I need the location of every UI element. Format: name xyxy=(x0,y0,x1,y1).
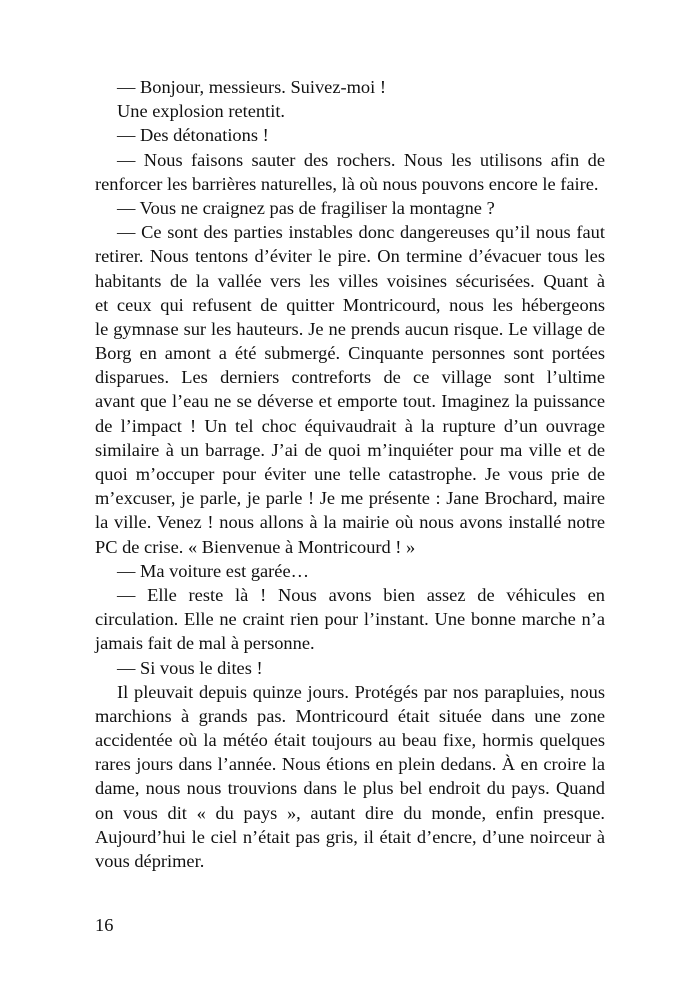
text-line: — Bonjour, messieurs. Suivez-moi ! xyxy=(117,77,386,97)
page-body-text xyxy=(95,75,605,873)
text-line: — Elle reste là ! Nous avons bien assez de véhicules en xyxy=(117,584,605,605)
text-line: Une explosion retentit. xyxy=(117,101,286,122)
text-line: vous déprimer. xyxy=(95,851,205,871)
page-number: 16 xyxy=(95,915,114,935)
text-line: m’excuser, je parle, je parle ! Je me présente : Jane Brochard, maire xyxy=(95,488,605,509)
text-line: Borg en amont a été submergé. Cinquante personnes sont portées xyxy=(95,343,605,364)
text-line: de l’impact ! Un tel choc équivaudrait à la rupture d’un ouvrage xyxy=(95,415,605,436)
text-line: retirer. Nous tentons d’éviter le pire. On termine d’évacuer tous les xyxy=(95,246,605,267)
text-line: la ville. Venez ! nous allons à la mairie où nous avons installé notre xyxy=(95,512,605,533)
text-line: — Ma voiture est garée… xyxy=(117,560,310,581)
text-line: — Si vous le dites ! xyxy=(117,657,263,678)
text-line: accidentée où la météo était toujours au beau fixe, hormis quelques xyxy=(95,730,605,751)
text-line: — Des détonations ! xyxy=(117,125,269,146)
text-line: Il pleuvait depuis quinze jours. Protégés par nos parapluies, nous xyxy=(117,681,605,702)
text-line: circulation. Elle ne craint rien pour l’instant. Une bonne marche n’a xyxy=(95,609,605,630)
text-line: disparues. Les derniers contreforts de ce village sont l’ultime xyxy=(95,367,605,388)
text-line: habitants de la vallée vers les villes voisines sécurisées. Quant à xyxy=(95,270,605,291)
text-line: similaire à un barrage. J’ai de quoi m’inquiéter pour ma ville et de xyxy=(95,439,605,460)
text-line: — Nous faisons sauter des rochers. Nous les utilisons afin de xyxy=(117,149,605,170)
text-line: Aujourd’hui le ciel n’était pas gris, il était d’encre, d’une noirceur à xyxy=(95,826,605,847)
text-line: on vous dit « du pays », autant dire du monde, enfin presque. xyxy=(95,802,605,823)
text-line: jamais fait de mal à personne. xyxy=(95,633,315,654)
text-line: le gymnase sur les hauteurs. Je ne prends aucun risque. Le village de xyxy=(95,318,605,339)
text-line: — Vous ne craignez pas de fragiliser la montagne ? xyxy=(117,197,495,218)
text-line: rares jours dans l’année. Nous étions en plein dedans. À en croire la xyxy=(95,754,605,775)
text-line: renforcer les barrières naturelles, là où nous pouvons encore le faire. xyxy=(95,173,599,194)
text-line: marchions à grands pas. Montricourd était située dans une zone xyxy=(95,705,605,726)
text-line: — Ce sont des parties instables donc dangereuses qu’il nous faut xyxy=(117,222,605,243)
text-line: dame, nous nous trouvions dans le plus bel endroit du pays. Quand xyxy=(95,778,605,799)
text-line: et ceux qui refusent de quitter Montricourd, nous les hébergeons xyxy=(95,294,605,315)
text-line: avant que l’eau ne se déverse et emporte tout. Imaginez la puissance xyxy=(95,391,605,412)
text-line: quoi m’occuper pour éviter une telle catastrophe. Je vous prie de xyxy=(95,464,605,484)
text-line: PC de crise. « Bienvenue à Montricourd ! » xyxy=(95,536,416,557)
